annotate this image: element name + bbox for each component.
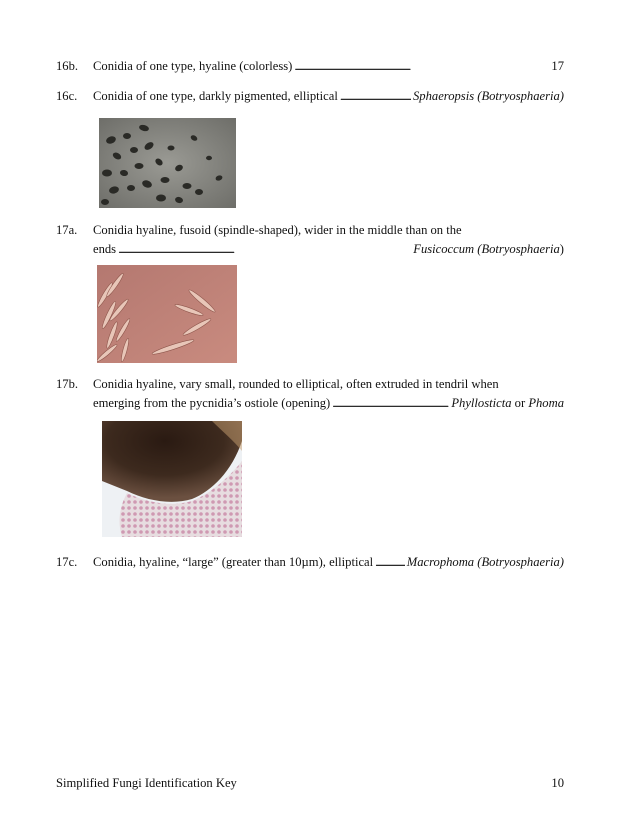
- entry-description: ends: [93, 242, 117, 256]
- entry-description: Conidia, hyaline, “large” (greater than 10µm), elliptical: [93, 555, 374, 569]
- dot-leader: [294, 57, 549, 76]
- dot-leader: [332, 394, 449, 413]
- entry-description: emerging from the pycnidia’s ostiole (opening): [93, 396, 331, 410]
- page-number: 10: [551, 776, 564, 790]
- phyllosticta-micrograph: [102, 421, 242, 537]
- entry-description-line1: Conidia hyaline, fusoid (spindle-shaped), wider in the middle than on the: [93, 223, 462, 237]
- entry-result-alt: Phoma: [528, 396, 564, 410]
- entry-number: 16c.: [56, 89, 78, 103]
- entry-number: 16b.: [56, 59, 79, 73]
- dot-leader: [340, 87, 411, 106]
- entry-result: Fusicoccum (Botryosphaeria: [413, 242, 560, 256]
- dot-leader: [118, 240, 411, 259]
- entry-result: 17: [551, 59, 564, 73]
- entry-number: 17b.: [56, 377, 79, 391]
- entry-description: Conidia of one type, darkly pigmented, elliptical: [93, 89, 338, 103]
- fusicoccum-micrograph: [97, 265, 237, 363]
- entry-result-close: ): [559, 242, 564, 256]
- entry-result: Sphaeropsis (Botryosphaeria): [413, 89, 564, 103]
- dot-leader: [375, 553, 405, 572]
- entry-result: Macrophoma (Botryosphaeria): [406, 555, 564, 569]
- entry-number: 17a.: [56, 223, 78, 237]
- sphaeropsis-micrograph: [99, 118, 236, 208]
- entry-number: 17c.: [56, 555, 78, 569]
- entry-result: Phyllosticta: [451, 396, 512, 410]
- footer-title: Simplified Fungi Identification Key: [56, 776, 237, 790]
- entry-description: Conidia of one type, hyaline (colorless): [93, 59, 293, 73]
- entry-description-line1: Conidia hyaline, vary small, rounded to elliptical, often extruded in tendril when: [93, 377, 499, 391]
- entry-result-connector: or: [511, 396, 529, 410]
